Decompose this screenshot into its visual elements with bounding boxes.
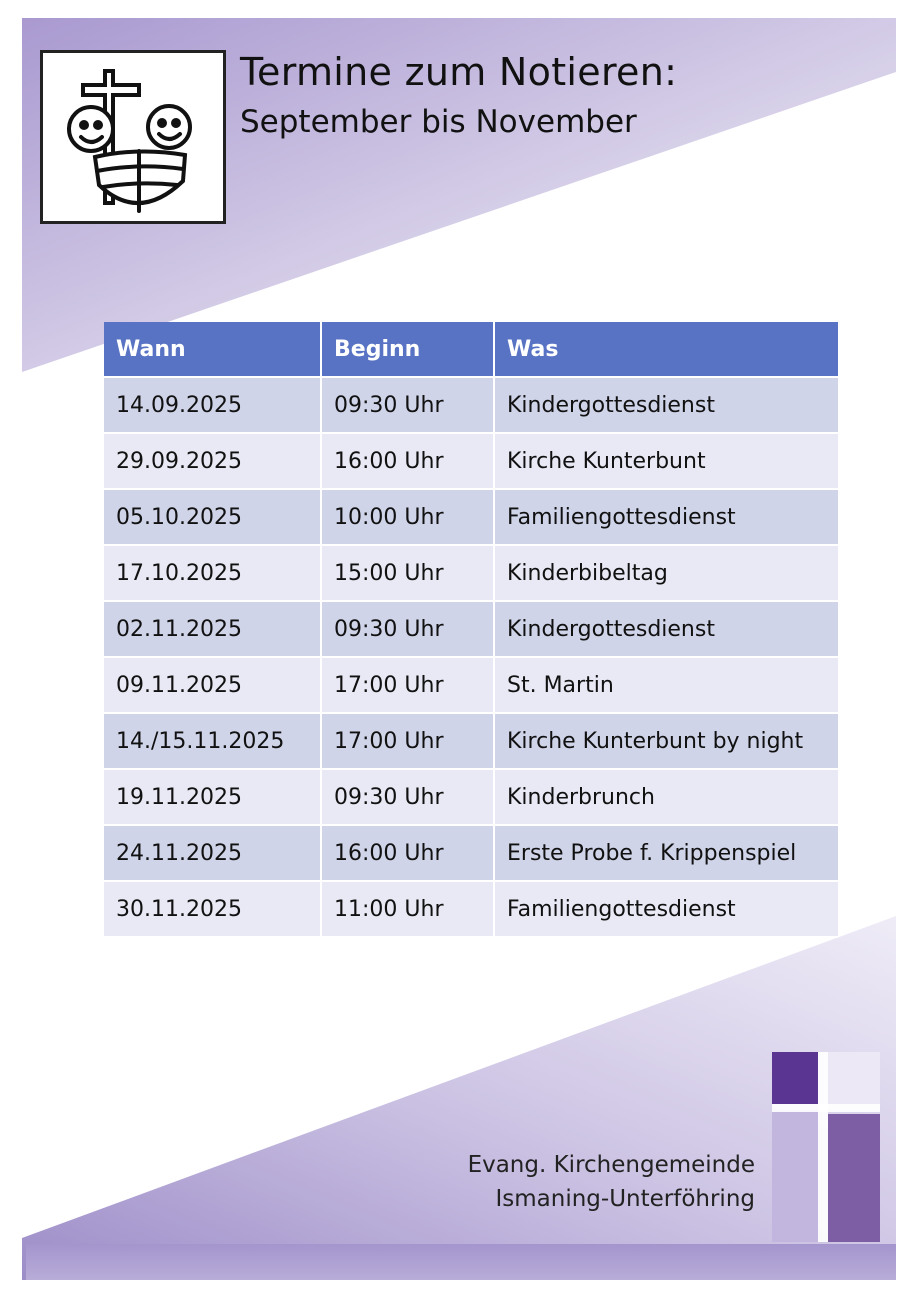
cell-was: Kindergottesdienst [495, 602, 838, 658]
column-header-wann: Wann [104, 322, 322, 378]
table-row [104, 434, 838, 490]
table-row [104, 378, 838, 434]
cell-was: St. Martin [495, 658, 838, 714]
organization-name [468, 1148, 755, 1216]
cell-was: Erste Probe f. Krippenspiel [495, 826, 838, 882]
cell-wann: 19.11.2025 [104, 770, 322, 826]
cell-wann: 02.11.2025 [104, 602, 322, 658]
children-cross-logo-icon [43, 53, 223, 221]
table-row [104, 826, 838, 882]
cell-beginn: 10:00 Uhr [322, 490, 495, 546]
cell-beginn: 17:00 Uhr [322, 714, 495, 770]
column-header-was: Was [495, 322, 838, 378]
cell-beginn: 17:00 Uhr [322, 658, 495, 714]
cell-was: Kirche Kunterbunt [495, 434, 838, 490]
cell-wann: 14.09.2025 [104, 378, 322, 434]
cell-wann: 14./15.11.2025 [104, 714, 322, 770]
cell-wann: 30.11.2025 [104, 882, 322, 938]
cell-wann: 17.10.2025 [104, 546, 322, 602]
table-row [104, 546, 838, 602]
org-line-1: Evang. Kirchengemeinde [467, 1152, 755, 1178]
cell-beginn: 09:30 Uhr [322, 602, 495, 658]
table-row [104, 770, 838, 826]
cell-wann: 24.11.2025 [104, 826, 322, 882]
table-row [104, 882, 838, 938]
cell-beginn: 09:30 Uhr [322, 378, 495, 434]
column-header-beginn: Beginn [322, 322, 495, 378]
cell-was: Kindergottesdienst [495, 378, 838, 434]
cell-was: Kinderbrunch [495, 770, 838, 826]
cell-was: Familiengottesdienst [495, 882, 838, 938]
table-row [104, 658, 838, 714]
cell-beginn: 16:00 Uhr [322, 434, 495, 490]
table-body [104, 378, 838, 938]
cell-beginn: 16:00 Uhr [322, 826, 495, 882]
cell-beginn: 09:30 Uhr [322, 770, 495, 826]
cell-wann: 09.11.2025 [104, 658, 322, 714]
table-header-row [104, 322, 838, 378]
cell-was: Familiengottesdienst [495, 490, 838, 546]
org-line-2: Ismaning-Unterföhring [495, 1186, 755, 1212]
cell-beginn: 11:00 Uhr [322, 882, 495, 938]
cell-was: Kinderbibeltag [495, 546, 838, 602]
cell-wann: 05.10.2025 [104, 490, 322, 546]
cell-wann: 29.09.2025 [104, 434, 322, 490]
events-table [104, 322, 838, 938]
purple-cross-squares-icon [772, 1052, 880, 1242]
cell-beginn: 15:00 Uhr [322, 546, 495, 602]
table-row [104, 490, 838, 546]
cell-was: Kirche Kunterbunt by night [495, 714, 838, 770]
table-row [104, 714, 838, 770]
page-title: Termine zum Notieren: [240, 50, 678, 94]
page-subtitle: September bis November [240, 104, 637, 140]
table-row [104, 602, 838, 658]
parish-logo [40, 50, 226, 224]
